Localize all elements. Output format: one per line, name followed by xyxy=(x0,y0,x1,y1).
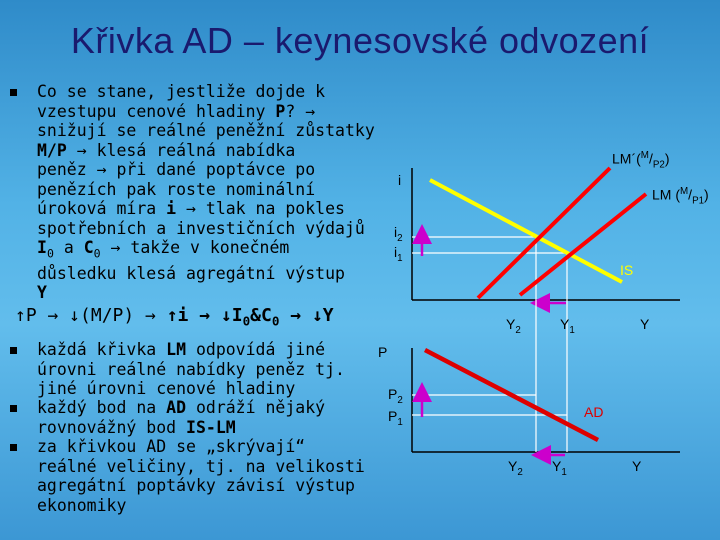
label-ad: AD xyxy=(584,404,604,420)
label-p2: $P_2$ xyxy=(388,386,403,406)
label-lm1: LM $(^M/_{P1})$ xyxy=(652,186,709,207)
text-line: vzestupu cenové hladiny P? → xyxy=(37,101,316,121)
text-line: Co se stane, jestliže dojde k xyxy=(37,82,326,101)
lm2-curve xyxy=(478,168,610,298)
text-line: penězích pak roste nominální xyxy=(37,179,316,199)
text-line: Y xyxy=(37,283,47,303)
lm1-curve xyxy=(520,194,646,295)
label-y1-bottom: $Y_1$ xyxy=(552,458,567,478)
text-line: úroková míra i → tlak na pokles xyxy=(37,199,345,218)
text-line: každý bod na AD odráží nějaký xyxy=(37,398,326,417)
label-lm2: $LM´(^M/_{P2})$ xyxy=(612,150,670,171)
text-line: za křivkou AD se „skrývají“ xyxy=(37,437,306,456)
text-line: ekonomiky xyxy=(37,495,127,515)
text-line: rovnovážný bod IS-LM xyxy=(37,417,236,437)
slide-title: Křivka AD – keynesovské odvození xyxy=(70,20,650,61)
text-line: $I_0$ a $C_0$ → takže v konečném xyxy=(37,238,290,261)
text-line: úrovni reálné nabídky peněz tj. xyxy=(37,359,345,379)
text-line: snižují se reálné peněžní zůstatky xyxy=(37,121,375,140)
label-y1-top: $Y_1$ xyxy=(560,316,575,336)
label-i2: $i_2$ xyxy=(394,224,403,244)
label-i1: $i_1$ xyxy=(394,244,403,264)
text-line: peněz → při dané poptávce po xyxy=(37,160,316,179)
text-line: důsledku klesá agregátní výstup xyxy=(37,263,345,283)
text-line: M/P → klesá reálná nabídka xyxy=(37,140,296,160)
label-y2-bottom: $Y_2$ xyxy=(508,458,523,478)
is-curve xyxy=(430,180,622,282)
label-is: IS xyxy=(620,262,634,278)
text-line: agregátní poptávky závisí výstup xyxy=(37,476,355,495)
label-i-axis: i xyxy=(398,172,402,188)
label-p-axis: P xyxy=(378,344,388,360)
label-p1: $P_1$ xyxy=(388,408,403,428)
text-line: spotřebních a investičních výdajů xyxy=(37,218,365,238)
label-y-axis-top: Y xyxy=(640,316,650,332)
text-line: každá křivka LM odpovídá jiné xyxy=(37,340,326,359)
text-line: reálné veličiny, tj. na velikosti xyxy=(37,456,365,476)
label-y-axis-bottom: Y xyxy=(632,458,642,474)
label-y2-top: $Y_2$ xyxy=(506,316,521,336)
causal-chain-formula: ↑P → ↓(M/P) → ↑i → $↓I_0\&C_0$ → ↓Y xyxy=(15,305,334,329)
text-line: jiné úrovni cenové hladiny xyxy=(37,379,296,398)
